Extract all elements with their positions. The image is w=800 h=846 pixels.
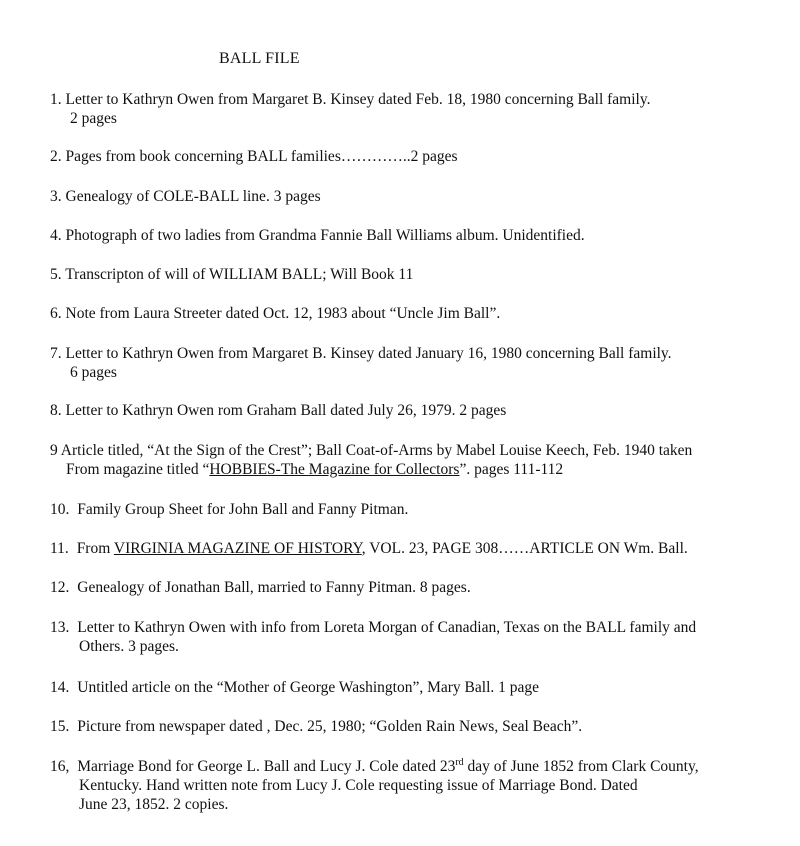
item-number: 15. [50,718,70,735]
item-text: Photograph of two ladies from Grandma Fannie Ball Williams album. Unidentified. [65,227,585,244]
item-text-pre: From [76,540,114,557]
list-item [50,90,650,128]
item-text-post: ”. pages 111-112 [459,461,564,478]
item-text: Transcripton of will of WILLIAM BALL; Will Book 11 [65,266,414,283]
item-text: Note from Laura Streeter dated Oct. 12, 1983 about “Uncle Jim Ball”. [65,305,501,322]
document-title: BALL FILE [219,50,300,67]
item-text-pre: Marriage Bond for George L. Ball and Lucy J. Cole dated 23 [77,758,456,775]
list-item [50,618,696,656]
item-text: Letter to Kathryn Owen from Margaret B. Kinsey dated January 16, 1980 concerning Ball family. [65,345,672,362]
item-number: 9 [50,442,58,459]
item-number: 12. [50,579,70,596]
list-item [50,344,672,382]
list-item [50,304,500,323]
item-number: 14. [50,679,70,696]
item-number: 10. [50,501,70,518]
list-item [50,401,506,420]
list-item [50,441,692,479]
item-text-continued: Kentucky. Hand written note from Lucy J. Cole requesting issue of Marriage Bond. Dated [79,777,638,794]
list-item [50,187,321,206]
list-item [50,757,699,814]
item-text-post: , VOL. 23, PAGE 308……ARTICLE ON Wm. Ball. [361,540,688,557]
item-text: Genealogy of COLE-BALL line. 3 pages [65,188,321,205]
list-item [50,226,585,245]
item-text: Pages from book concerning BALL families…………..2 pages [65,148,458,165]
item-text [73,540,688,557]
item-number: 6. [50,305,62,322]
list-item [50,500,408,519]
list-item [50,717,582,736]
item-number: 11. [50,540,69,557]
item-text-continued: 2 pages [70,110,117,127]
item-text-continued [50,460,692,479]
list-item [50,578,471,597]
item-number: 16, [50,758,70,775]
item-text [73,758,698,775]
item-number: 8. [50,402,62,419]
item-number: 5. [50,266,62,283]
item-number: 1. [50,91,62,108]
list-item [50,678,539,697]
list-item [50,265,413,284]
item-text: Genealogy of Jonathan Ball, married to Fanny Pitman. 8 pages. [77,579,471,596]
item-number: 3. [50,188,62,205]
item-text: Picture from newspaper dated , Dec. 25, 1980; “Golden Rain News, Seal Beach”. [77,718,583,735]
item-text-continued: 6 pages [70,364,117,381]
item-text-post: day of June 1852 from Clark County, [463,758,699,775]
item-text: Letter to Kathryn Owen rom Graham Ball dated July 26, 1979. 2 pages [65,402,507,419]
item-text-pre: From magazine titled “ [66,461,210,478]
magazine-title: HOBBIES-The Magazine for Collectors [209,461,460,478]
item-text: Letter to Kathryn Owen from Margaret B. Kinsey dated Feb. 18, 1980 concerning Ball family. [65,91,651,108]
list-item [50,147,458,166]
magazine-title: VIRGINIA MAGAZINE OF HISTORY [113,540,362,557]
item-number: 2. [50,148,62,165]
item-text: Article titled, “At the Sign of the Crest”; Ball Coat-of-Arms by Mabel Louise Keech, Feb. 1940 taken [60,442,693,459]
item-text: Letter to Kathryn Owen with info from Loreta Morgan of Canadian, Texas on the BALL family and [77,619,697,636]
item-text: Untitled article on the “Mother of George Washington”, Mary Ball. 1 page [77,679,540,696]
list-item [50,539,688,558]
item-text-continued: June 23, 1852. 2 copies. [79,796,229,813]
item-number: 4. [50,227,62,244]
item-text: Family Group Sheet for John Ball and Fanny Pitman. [77,501,409,518]
ordinal-suffix: rd [455,757,464,768]
item-number: 13. [50,619,70,636]
item-number: 7. [50,345,62,362]
item-text-continued: Others. 3 pages. [79,638,179,655]
